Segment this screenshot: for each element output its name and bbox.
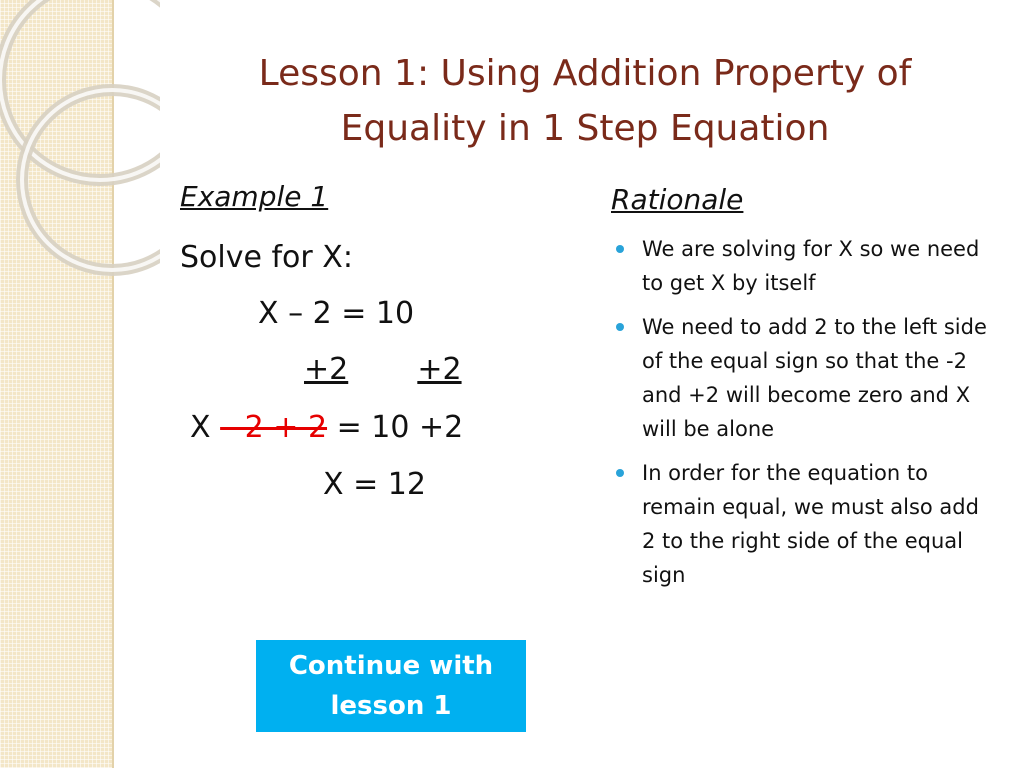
step3-variable: X: [190, 410, 211, 445]
rationale-item-text: We are solving for X so we need to get X by itself: [642, 237, 980, 295]
example-heading: Example 1: [180, 180, 329, 213]
equation-step-2: [304, 352, 462, 387]
example-prompt: Solve for X:: [180, 240, 353, 275]
equation-step-4: X = 12: [323, 467, 426, 502]
slide-title-line-1: Lesson 1: Using Addition Property of: [258, 53, 912, 94]
rationale-item: [610, 456, 990, 592]
equation-step-3: [190, 410, 463, 445]
continue-button-label-line-1: Continue with: [288, 651, 494, 681]
slide-title: [150, 46, 1020, 156]
rationale-heading: Rationale: [611, 183, 744, 216]
rationale-item-text: In order for the equation to remain equal, we must also add 2 to the right side of the equal sign: [642, 461, 979, 587]
equation-step-1: X – 2 = 10: [258, 296, 415, 331]
decorative-circles: [0, 0, 160, 330]
continue-button-label-line-2: lesson 1: [330, 691, 452, 721]
add-two-right: +2: [417, 352, 462, 387]
add-two-left: +2: [304, 352, 349, 387]
rationale-item: [610, 310, 990, 446]
rationale-item: [610, 232, 990, 300]
rationale-list: [610, 232, 990, 602]
bullet-icon: [616, 469, 624, 477]
rationale-item-text: We need to add 2 to the left side of the equal sign so that the -2 and +2 will become zero and X will be alone: [642, 315, 987, 441]
step3-right-side: = 10 +2: [336, 410, 464, 445]
cancelled-terms: – 2 + 2: [220, 410, 328, 445]
bullet-icon: [616, 323, 624, 331]
continue-lesson-button[interactable]: [256, 640, 526, 732]
bullet-icon: [616, 245, 624, 253]
slide-title-line-2: Equality in 1 Step Equation: [340, 108, 830, 149]
